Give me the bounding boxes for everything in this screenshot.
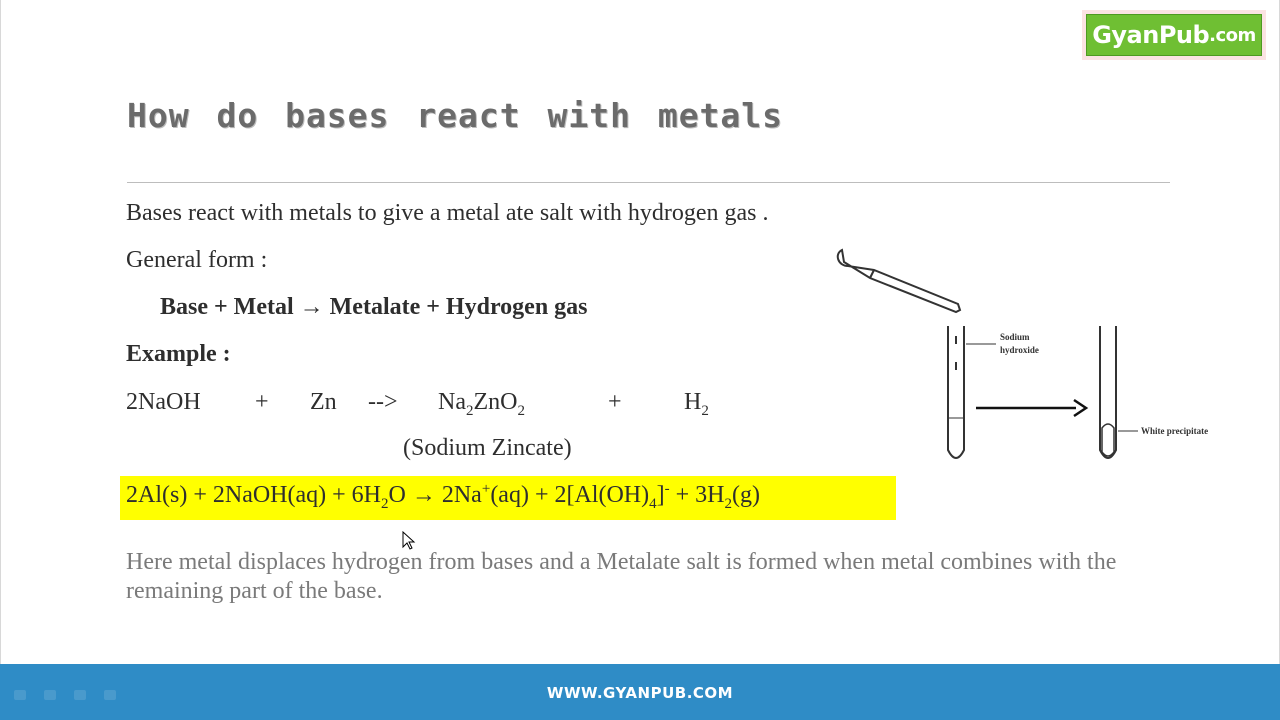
logo-brand: GyanPub (1092, 21, 1210, 49)
eq-product-na2zno2: $Na_2ZnO_2$ (438, 389, 525, 419)
eq-plus-2: + (608, 389, 622, 415)
test-tube-1-icon (948, 326, 964, 458)
arrow-icon (976, 400, 1086, 416)
eq-arrow: --> (368, 389, 398, 415)
product-name: (Sodium Zincate) (403, 435, 572, 461)
general-form-equation: Base + Metal → Metalate + Hydrogen gas (160, 294, 588, 320)
eq-reactant-zn: Zn (310, 389, 337, 415)
footer-url[interactable]: WWW.GYANPUB.COM (546, 684, 734, 702)
test-tube-diagram (830, 240, 1230, 470)
eq-plus-1: + (255, 389, 269, 415)
test-tube-2-icon (1100, 326, 1116, 458)
eq-product-h2: $H_2$ (684, 389, 709, 419)
mouse-cursor-icon (402, 531, 416, 551)
label-hydroxide: hydroxide (1000, 345, 1039, 355)
label-sodium: Sodium (1000, 332, 1030, 342)
logo-tld: .com (1209, 24, 1256, 46)
dropper-icon (838, 250, 960, 312)
gyanpub-logo[interactable] (1082, 10, 1266, 60)
aluminium-equation: 2Al(s) + 2NaOH(aq) + $6H_2O \to 2Na^+(aq) + 2[Al(OH)_4]^- + 3H_2(g)$ (126, 481, 760, 512)
label-white-precipitate: White precipitate (1141, 426, 1209, 436)
general-form-label: General form : (126, 247, 268, 273)
eq-reactant-naoh: 2NaOH (126, 389, 201, 415)
explanation-note: Here metal displaces hydrogen from bases and a Metalate salt is formed when metal combines with the remaining part of the base. (126, 549, 1117, 604)
intro-text: Bases react with metals to give a metal ate salt with hydrogen gas . (126, 200, 769, 226)
slide-title: How do bases react with metals (127, 96, 784, 135)
example-label: Example : (126, 341, 231, 367)
title-divider (127, 182, 1170, 183)
